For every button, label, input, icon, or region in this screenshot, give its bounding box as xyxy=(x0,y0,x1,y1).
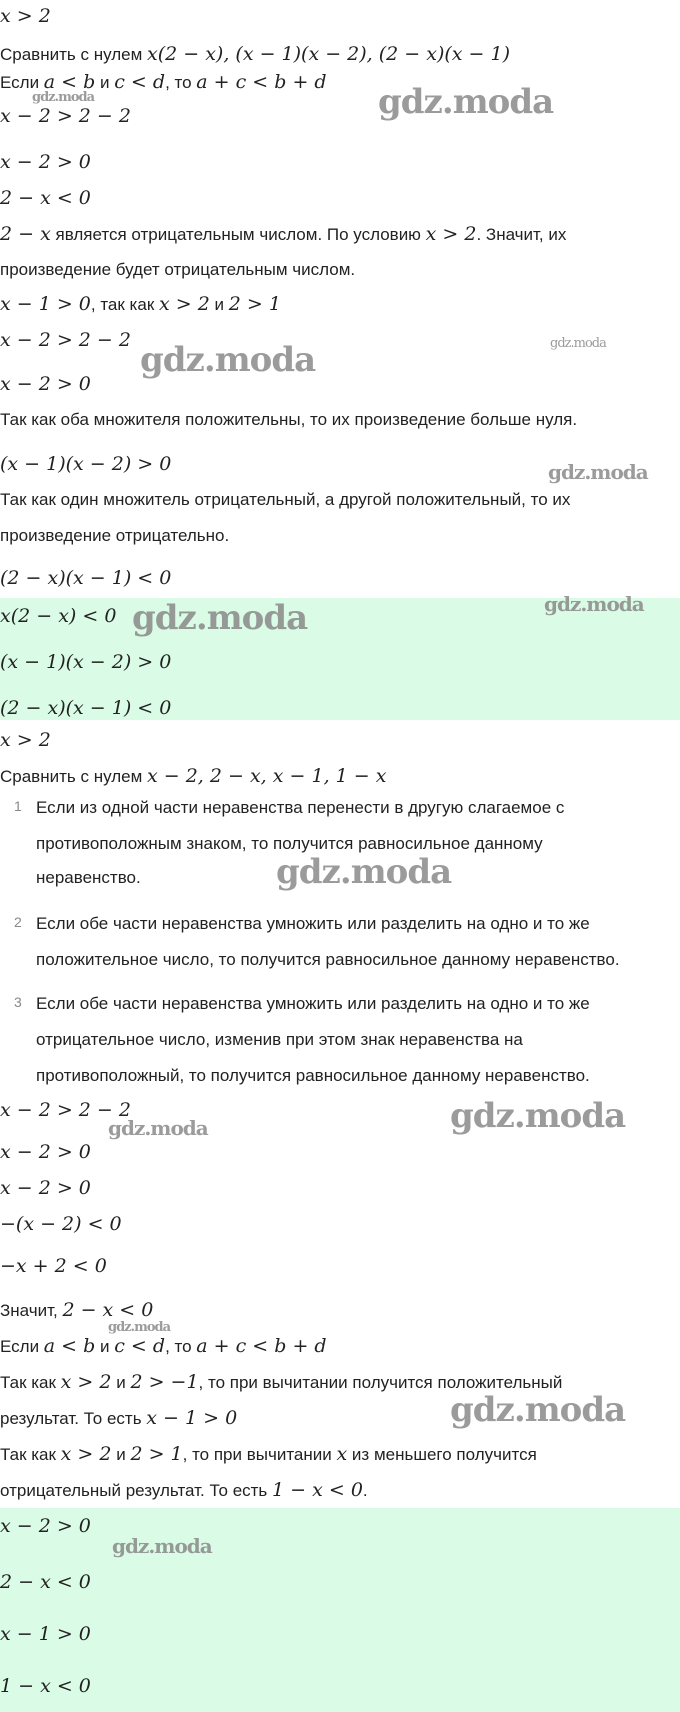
math-line: x − 2 > 0 xyxy=(0,373,91,395)
conclusion-math: 2 − x < 0 xyxy=(62,1299,154,1321)
explanation-text: , то при вычитании получится положительный xyxy=(198,1373,563,1392)
watermark: gdz.moda xyxy=(378,82,554,122)
rule-number: 1 xyxy=(14,798,22,814)
explanation-text: . xyxy=(362,1481,368,1500)
explanation-math: x > 2 xyxy=(425,223,477,245)
rule-text-1: Если xyxy=(0,73,44,92)
task-line xyxy=(0,42,510,67)
watermark: gdz.moda xyxy=(108,1116,208,1140)
rule-line xyxy=(0,1334,327,1359)
explanation-math: x > 2 xyxy=(158,293,210,315)
rule-math-2: c < d xyxy=(114,71,166,93)
task-text: Сравнить с нулем xyxy=(0,767,147,786)
explanation-text: Так как xyxy=(0,1445,61,1464)
explanation-line: Так как оба множителя положительны, то их произведение больше нуля. xyxy=(0,410,578,429)
explanation-line: произведение отрицательно. xyxy=(0,526,230,545)
answer-line: x − 1 > 0 xyxy=(0,1623,91,1645)
rule-text-3: , то xyxy=(165,73,197,92)
answer-line: x − 2 > 0 xyxy=(0,1515,91,1537)
explanation-text: является отрицательным числом. По условию xyxy=(50,225,426,244)
rule-math-3: a + c < b + d xyxy=(196,71,327,93)
math-line: x − 2 > 0 xyxy=(0,1177,91,1199)
watermark: gdz.moda xyxy=(544,592,644,616)
explanation-line xyxy=(0,292,281,317)
rule-text-3: , то xyxy=(165,1337,197,1356)
task-math: x(2 − x), (x − 1)(x − 2), (2 − x)(x − 1) xyxy=(147,43,511,65)
rule-math-3: a + c < b + d xyxy=(196,1335,327,1357)
rule-text: неравенство. xyxy=(36,868,141,887)
explanation-text: и xyxy=(209,295,229,314)
rule-text: противоположным знаком, то получится равносильное данному xyxy=(36,834,543,853)
math-line: −x + 2 < 0 xyxy=(0,1255,107,1277)
rule-text-2: и xyxy=(95,73,115,92)
answer-box xyxy=(0,1508,680,1712)
explanation-text: и xyxy=(111,1445,131,1464)
watermark: gdz.moda xyxy=(132,598,308,638)
rule-text-2: и xyxy=(95,1337,115,1356)
explanation-text: результат. То есть xyxy=(0,1409,147,1428)
explanation-text: , так как xyxy=(90,295,159,314)
task-math: x − 2, 2 − x, x − 1, 1 − x xyxy=(147,765,387,787)
watermark: gdz.moda xyxy=(450,1096,626,1136)
math-line: x − 2 > 2 − 2 xyxy=(0,1099,131,1121)
condition-line: x > 2 xyxy=(0,5,51,27)
explanation-text: из меньшего получится xyxy=(347,1445,537,1464)
watermark: gdz.moda xyxy=(32,90,95,105)
answer-line: (x − 1)(x − 2) > 0 xyxy=(0,651,172,673)
explanation-line xyxy=(0,1442,537,1467)
explanation-text: отрицательный результат. То есть xyxy=(0,1481,273,1500)
watermark: gdz.moda xyxy=(450,1390,626,1430)
math-line: (x − 1)(x − 2) > 0 xyxy=(0,453,172,475)
answer-line: 2 − x < 0 xyxy=(0,1571,91,1593)
explanation-math: 2 > 1 xyxy=(228,293,281,315)
rule-text: Если обе части неравенства умножить или разделить на одно и то же xyxy=(36,994,590,1013)
explanation-text: и xyxy=(111,1373,131,1392)
watermark: gdz.moda xyxy=(548,460,648,484)
explanation-text: Так как xyxy=(0,1373,61,1392)
watermark: gdz.moda xyxy=(550,336,606,351)
math-line: (2 − x)(x − 1) < 0 xyxy=(0,567,172,589)
conclusion-text: Значит, xyxy=(0,1301,63,1320)
explanation-math: 2 − x xyxy=(0,223,51,245)
rule-number: 3 xyxy=(14,994,22,1010)
answer-box xyxy=(0,598,680,720)
watermark: gdz.moda xyxy=(140,340,316,380)
task-text: Сравнить с нулем xyxy=(0,45,147,64)
explanation-line xyxy=(0,222,566,247)
explanation-math: x − 1 > 0 xyxy=(0,293,91,315)
explanation-line: Так как один множитель отрицательный, а другой положительный, то их xyxy=(0,490,571,509)
math-line: x − 2 > 0 xyxy=(0,1141,91,1163)
explanation-line xyxy=(0,1406,237,1431)
rule-number: 2 xyxy=(14,914,22,930)
explanation-text: , то при вычитании xyxy=(182,1445,337,1464)
rule-text: отрицательное число, изменив при этом знак неравенства на xyxy=(36,1030,523,1049)
rule-math-1: a < b xyxy=(43,1335,96,1357)
explanation-math: x > 2 xyxy=(60,1443,112,1465)
explanation-math: x xyxy=(336,1443,348,1465)
math-line: x − 2 > 2 − 2 xyxy=(0,329,131,351)
explanation-math: 1 − x < 0 xyxy=(272,1479,363,1501)
explanation-line xyxy=(0,1478,368,1503)
watermark: gdz.moda xyxy=(108,1320,171,1335)
explanation-math: 2 > −1 xyxy=(130,1371,199,1393)
math-line: x − 2 > 2 − 2 xyxy=(0,105,131,127)
rule-text-1: Если xyxy=(0,1337,44,1356)
condition-line: x > 2 xyxy=(0,729,51,751)
math-line: 2 − x < 0 xyxy=(0,187,91,209)
explanation-text: . Значит, их xyxy=(476,225,567,244)
task-line xyxy=(0,764,386,789)
answer-line: x(2 − x) < 0 xyxy=(0,605,117,627)
math-line: −(x − 2) < 0 xyxy=(0,1213,122,1235)
rule-text: противоположный, то получится равносильное данному неравенство. xyxy=(36,1066,590,1085)
rule-text: положительное число, то получится равносильное данному неравенство. xyxy=(36,950,620,969)
rule-text: Если обе части неравенства умножить или разделить на одно и то же xyxy=(36,914,590,933)
explanation-math: x − 1 > 0 xyxy=(146,1407,238,1429)
explanation-line: произведение будет отрицательным числом. xyxy=(0,260,356,279)
explanation-math: x > 2 xyxy=(60,1371,112,1393)
explanation-math: 2 > 1 xyxy=(130,1443,183,1465)
watermark: gdz.moda xyxy=(112,1534,212,1558)
answer-line: (2 − x)(x − 1) < 0 xyxy=(0,697,172,719)
rule-text: Если из одной части неравенства перенести в другую слагаемое с xyxy=(36,798,565,817)
watermark: gdz.moda xyxy=(276,852,452,892)
rule-math-2: c < d xyxy=(114,1335,166,1357)
answer-line: 1 − x < 0 xyxy=(0,1675,91,1697)
rule-math-1: a < b xyxy=(43,71,96,93)
math-line: x − 2 > 0 xyxy=(0,151,91,173)
